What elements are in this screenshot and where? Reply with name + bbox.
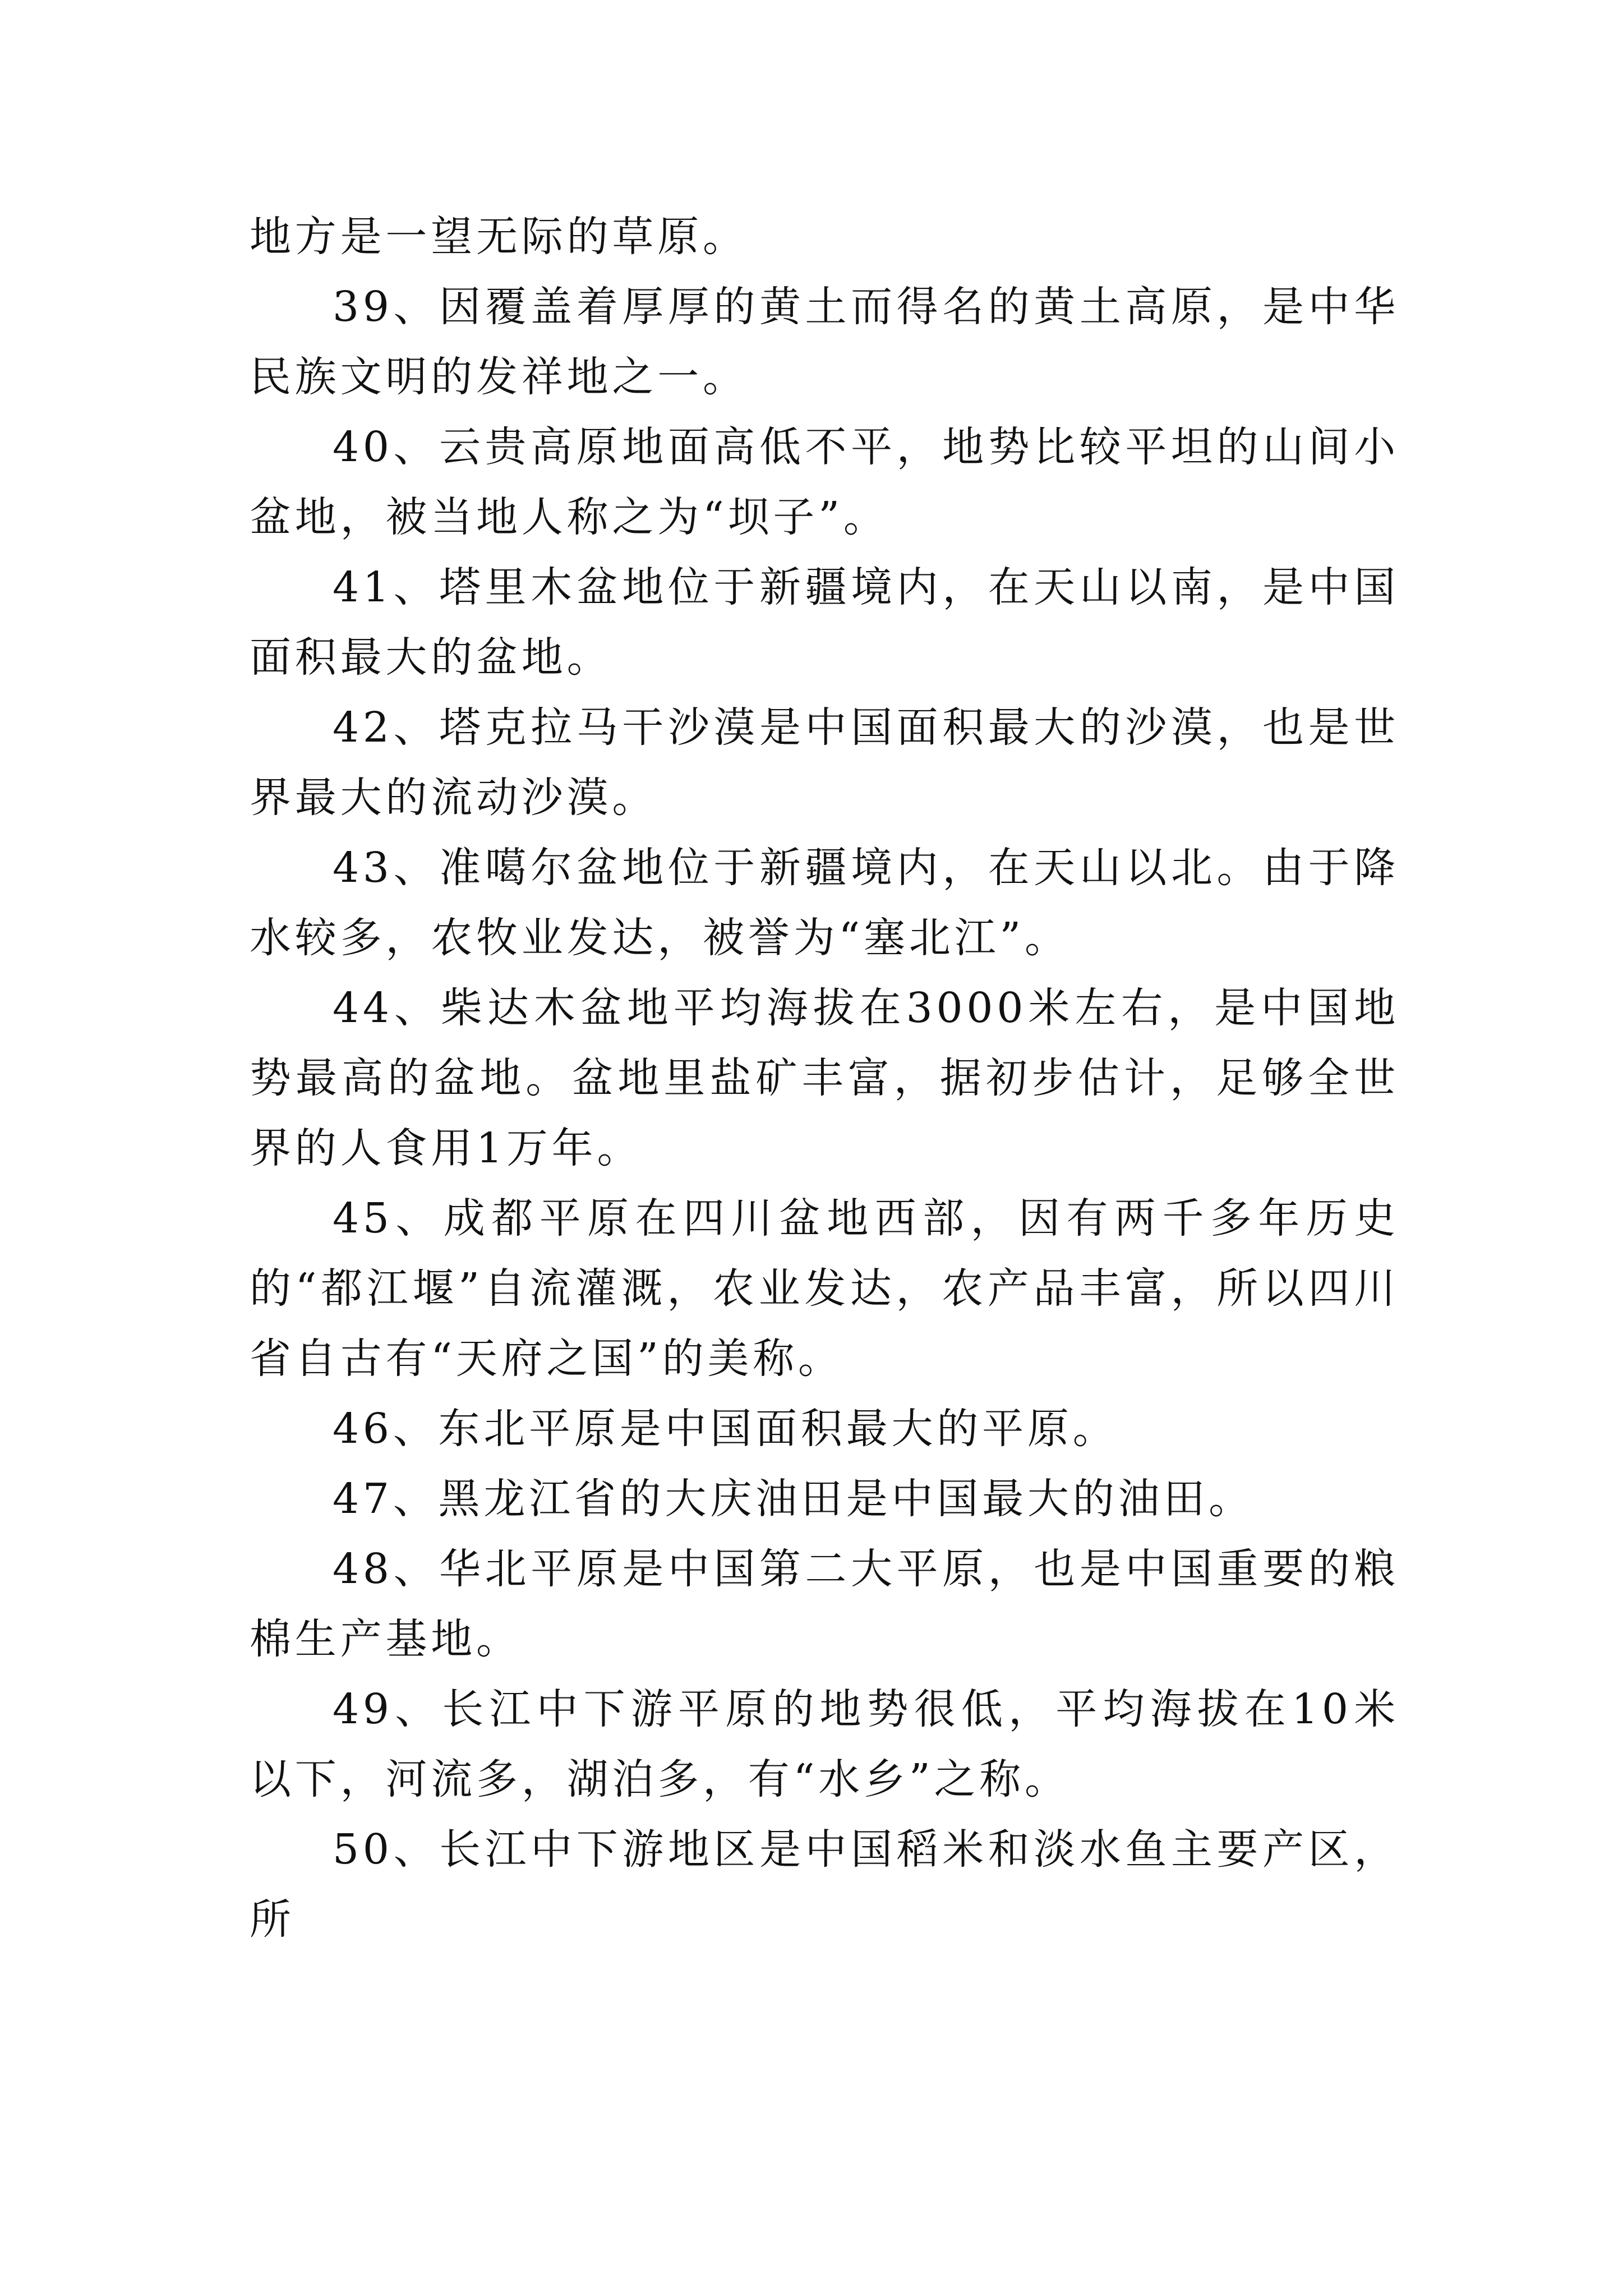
paragraph: 39、因覆盖着厚厚的黄土而得名的黄土高原，是中华民族文明的发祥地之一。 [250, 283, 1399, 401]
document-page [250, 202, 1399, 1955]
paragraph: 地方是一望无际的草原。 [250, 213, 748, 261]
paragraph: 42、塔克拉马干沙漠是中国面积最大的沙漠，也是世界最大的流动沙漠。 [250, 703, 1399, 822]
paragraph: 44、柴达木盆地平均海拔在3000米左右，是中国地势最高的盆地。盆地里盐矿丰富，据初步估计，足够全世界的人食用1万年。 [250, 984, 1399, 1172]
paragraph: 40、云贵高原地面高低不平，地势比较平坦的山间小盆地，被当地人称之为“坝子”。 [250, 423, 1399, 541]
paragraph: 43、准噶尔盆地位于新疆境内，在天山以北。由于降水较多，农牧业发达，被誉为“塞北江”。 [250, 844, 1399, 962]
paragraph: 49、长江中下游平原的地势很低，平均海拔在10米以下，河流多，湖泊多，有“水乡”之称。 [250, 1685, 1399, 1803]
paragraph: 50、长江中下游地区是中国稻米和淡水鱼主要产区，所 [250, 1825, 1399, 1944]
paragraph: 46、东北平原是中国面积最大的平原。 [333, 1405, 1118, 1453]
paragraph: 47、黑龙江省的大庆油田是中国最大的油田。 [333, 1475, 1254, 1523]
paragraph: 41、塔里木盆地位于新疆境内，在天山以南，是中国面积最大的盆地。 [250, 563, 1399, 682]
paragraph: 45、成都平原在四川盆地西部，因有两千多年历史的“都江堰”自流灌溉，农业发达，农产品丰富，所以四川省自古有“天府之国”的美称。 [250, 1194, 1399, 1383]
paragraph: 48、华北平原是中国第二大平原，也是中国重要的粮棉生产基地。 [250, 1545, 1399, 1663]
